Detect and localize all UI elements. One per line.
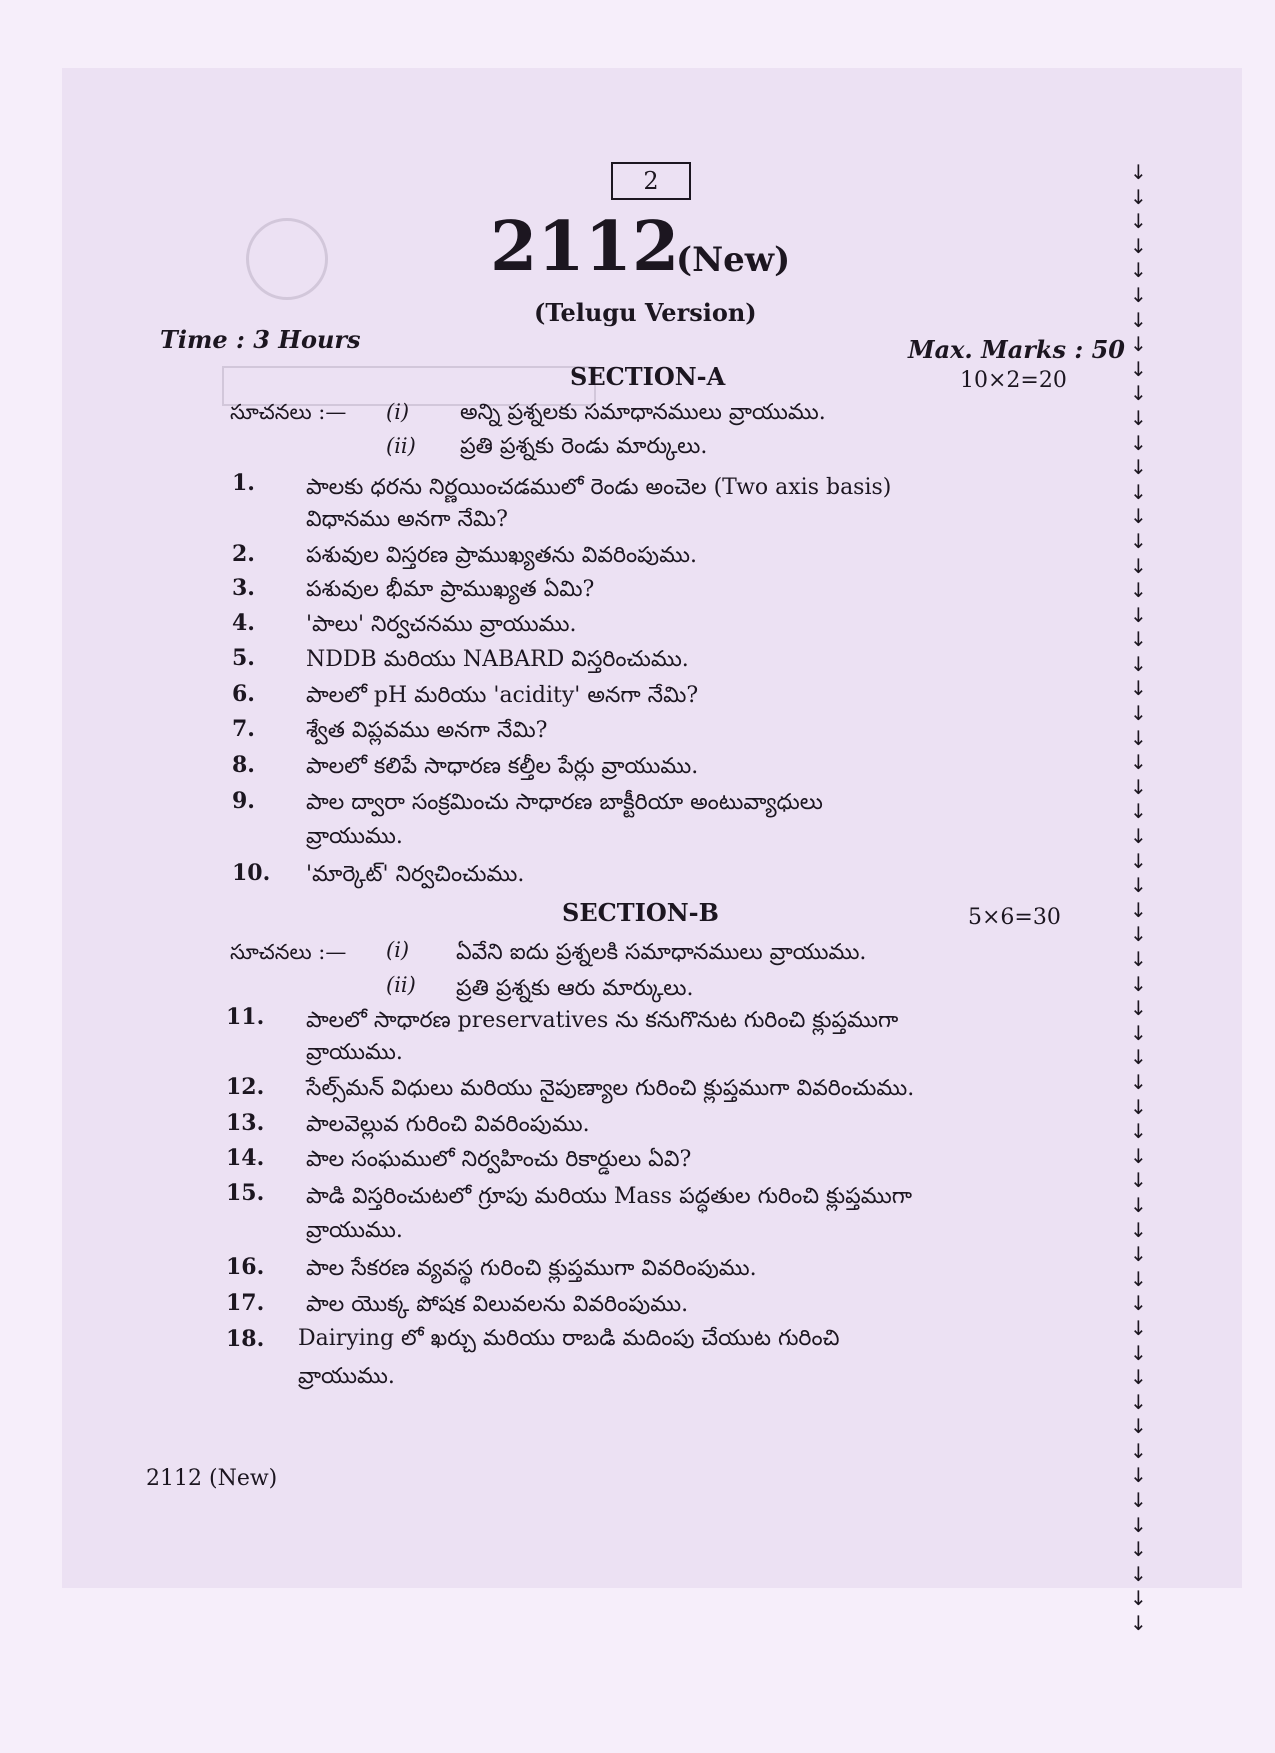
margin-arrow-icon: ↓ [1130,1315,1147,1340]
margin-arrow-icon: ↓ [1130,1463,1147,1488]
margin-arrow-icon: ↓ [1130,1242,1147,1267]
time-allowed: Time : 3 Hours [160,325,361,354]
margin-arrow-icon: ↓ [1130,332,1147,357]
margin-arrow-icon: ↓ [1130,676,1147,701]
question-text: పాలలో pH మరియు 'acidity' అనగా నేమి? [306,683,699,708]
question-text: పాలవెల్లువ గురించి వివరింపుము. [306,1112,590,1137]
question-text: Dairying లో ఖర్చు మరియు రాబడి మదింపు చేయుట గురించి [298,1326,840,1351]
margin-arrow-icon: ↓ [1130,873,1147,898]
margin-arrow-icon: ↓ [1130,1119,1147,1144]
question-text: సేల్స్‌మన్ విధులు మరియు నైపుణ్యాల గురించి క్లుప్తముగా వివరించుము. [306,1076,915,1101]
margin-arrow-icon: ↓ [1130,1217,1147,1242]
margin-arrow-icon: ↓ [1130,651,1147,676]
question-number: 7. [232,716,255,742]
question-text: పాల సేకరణ వ్యవస్థ గురించి క్లుప్తముగా వివరింపుము. [306,1256,757,1281]
question-number: 15. [226,1180,265,1206]
question-text: విధానము అనగా నేమి? [306,507,508,532]
question-text: వ్రాయుము. [298,1364,395,1389]
margin-arrow-icon: ↓ [1130,455,1147,480]
question-number: 1. [232,470,255,496]
margin-arrow-icon: ↓ [1130,1414,1147,1439]
question-number: 4. [232,610,255,636]
question-text: పాల సంఘములో నిర్వహించు రికార్డులు ఏవి? [306,1147,692,1172]
margin-arrow-icon: ↓ [1130,1561,1147,1586]
margin-arrow-icon: ↓ [1130,725,1147,750]
margin-arrow-icon: ↓ [1130,824,1147,849]
section-a-note-text: అన్ని ప్రశ్నలకు సమాధానములు వ్రాయుము. [460,400,826,425]
question-text: శ్వేత విప్లవము అనగా నేమి? [306,718,548,743]
question-text: వ్రాయుము. [306,1218,403,1243]
margin-arrow-icon: ↓ [1130,627,1147,652]
question-number: 11. [226,1004,265,1030]
question-number: 18. [226,1326,265,1352]
question-text: పాల ద్వారా సంక్రమించు సాధారణ బాక్టీరియా అంటువ్యాధులు [306,790,823,815]
paper-sheet [62,68,1242,1588]
question-number: 17. [226,1290,265,1316]
margin-arrow-icon: ↓ [1130,996,1147,1021]
footer-paper-code: 2112 (New) [146,1466,278,1491]
margin-arrow-icon: ↓ [1130,528,1147,553]
section-b-note-text: ఏవేని ఐదు ప్రశ్నలకి సమాధానములు వ్రాయుము. [456,940,867,965]
section-a-note-num: (ii) [386,434,416,458]
section-b-notes-label: సూచనలు :— [230,940,347,964]
question-text: NDDB మరియు NABARD విస్తరించుము. [306,647,689,672]
margin-arrow-icon: ↓ [1130,774,1147,799]
margin-arrow-icon: ↓ [1130,947,1147,971]
margin-arrow-icon: ↓ [1130,479,1147,504]
margin-arrow-icon: ↓ [1130,1340,1147,1365]
margin-arrow-icon: ↓ [1130,750,1147,775]
margin-arrow-icon: ↓ [1130,553,1147,578]
margin-arrow-icon: ↓ [1130,1512,1147,1537]
margin-arrow-icon: ↓ [1130,381,1147,406]
section-b-note-text: ప్రతి ప్రశ్నకు ఆరు మార్కులు. [456,976,694,1001]
question-text: వ్రాయుము. [306,824,403,849]
margin-arrow-icon: ↓ [1130,1094,1147,1119]
margin-arrow-icon: ↓ [1130,430,1147,455]
question-text: పాలలో కలిపే సాధారణ కల్తీల పేర్లు వ్రాయుము. [306,754,699,779]
margin-arrow-icon: ↓ [1130,307,1147,332]
margin-arrow-icon: ↓ [1130,184,1147,209]
question-text: పాలలో సాధారణ preservatives ను కనుగొనుట గురించి క్లుప్తముగా [306,1008,899,1033]
margin-arrow-icon: ↓ [1130,233,1147,258]
margin-arrow-icon: ↓ [1130,922,1147,947]
margin-arrow-icon: ↓ [1130,848,1147,873]
margin-arrow-icon: ↓ [1130,1586,1147,1611]
section-a-title: SECTION-A [570,362,726,391]
question-number: 12. [226,1074,265,1100]
section-b-marks: 5×6=30 [968,905,1061,930]
margin-arrow-icon: ↓ [1130,209,1147,234]
section-a-note-text: ప్రతి ప్రశ్నకు రెండు మార్కులు. [460,434,708,459]
paper-code-suffix: (New) [676,240,791,280]
question-number: 13. [226,1110,265,1136]
question-number: 14. [226,1145,265,1171]
section-b-note-num: (ii) [386,973,416,997]
margin-arrow-icon: ↓ [1130,602,1147,627]
margin-arrow-icon: ↓ [1130,356,1147,381]
question-text: 'మార్కెట్' నిర్వచించుము. [306,862,525,887]
margin-arrow-icon: ↓ [1130,1020,1147,1045]
page-number-box: 2 [611,162,691,200]
question-number: 3. [232,575,255,601]
question-text: వ్రాయుము. [306,1040,403,1065]
question-text: పాడి విస్తరించుటలో గ్రూపు మరియు Mass పద్ధతుల గురించి క్లుప్తముగా [306,1184,912,1209]
max-marks: Max. Marks : 50 [908,335,1126,364]
section-a-note-num: (i) [386,400,410,424]
question-number: 2. [232,541,255,567]
margin-arrow-icon: ↓ [1130,1143,1147,1168]
question-number: 6. [232,681,255,707]
margin-arrow-icon: ↓ [1130,504,1147,529]
question-number: 8. [232,752,255,778]
margin-arrow-icon: ↓ [1130,1266,1147,1291]
section-a-marks: 10×2=20 [960,368,1067,393]
margin-arrow-icon: ↓ [1130,1389,1147,1414]
question-number: 10. [232,860,271,886]
margin-arrow-icon: ↓ [1130,1069,1147,1094]
question-text: పాలకు ధరను నిర్ణయించడములో రెండు అంచెల (Two axis basis) [306,475,892,500]
margin-arrow-column [1130,160,1154,1636]
question-number: 16. [226,1254,265,1280]
margin-arrow-icon: ↓ [1130,1488,1147,1513]
question-text: పశువుల భీమా ప్రాముఖ్యత ఏమి? [306,577,595,602]
paper-code: 2112 [490,207,680,287]
margin-arrow-icon: ↓ [1130,1291,1147,1316]
margin-arrow-icon: ↓ [1130,282,1147,307]
margin-arrow-icon: ↓ [1130,1192,1147,1217]
question-text: పశువుల విస్తరణ ప్రాముఖ్యతను వివరింపుము. [306,543,698,568]
margin-arrow-icon: ↓ [1130,701,1147,726]
margin-arrow-icon: ↓ [1130,1537,1147,1562]
margin-arrow-icon: ↓ [1130,897,1147,922]
margin-arrow-icon: ↓ [1130,1611,1147,1636]
question-number: 9. [232,788,255,814]
section-b-title: SECTION-B [562,898,719,927]
section-b-note-num: (i) [386,938,410,962]
margin-arrow-icon: ↓ [1130,258,1147,283]
show-through-emblem [246,218,328,300]
margin-arrow-icon: ↓ [1130,1438,1147,1463]
margin-arrow-icon: ↓ [1130,1045,1147,1070]
margin-arrow-icon: ↓ [1130,405,1147,430]
section-a-notes-label: సూచనలు :— [230,400,347,424]
margin-arrow-icon: ↓ [1130,1365,1147,1390]
margin-arrow-icon: ↓ [1130,971,1147,996]
margin-arrow-icon: ↓ [1130,799,1147,824]
question-text: 'పాలు' నిర్వచనము వ్రాయుము. [306,612,577,637]
question-text: పాల యొక్క పోషక విలువలను వివరింపుము. [306,1292,689,1317]
margin-arrow-icon: ↓ [1130,160,1147,184]
margin-arrow-icon: ↓ [1130,1168,1147,1193]
question-number: 5. [232,645,255,671]
margin-arrow-icon: ↓ [1130,578,1147,603]
version-label: (Telugu Version) [534,298,757,327]
